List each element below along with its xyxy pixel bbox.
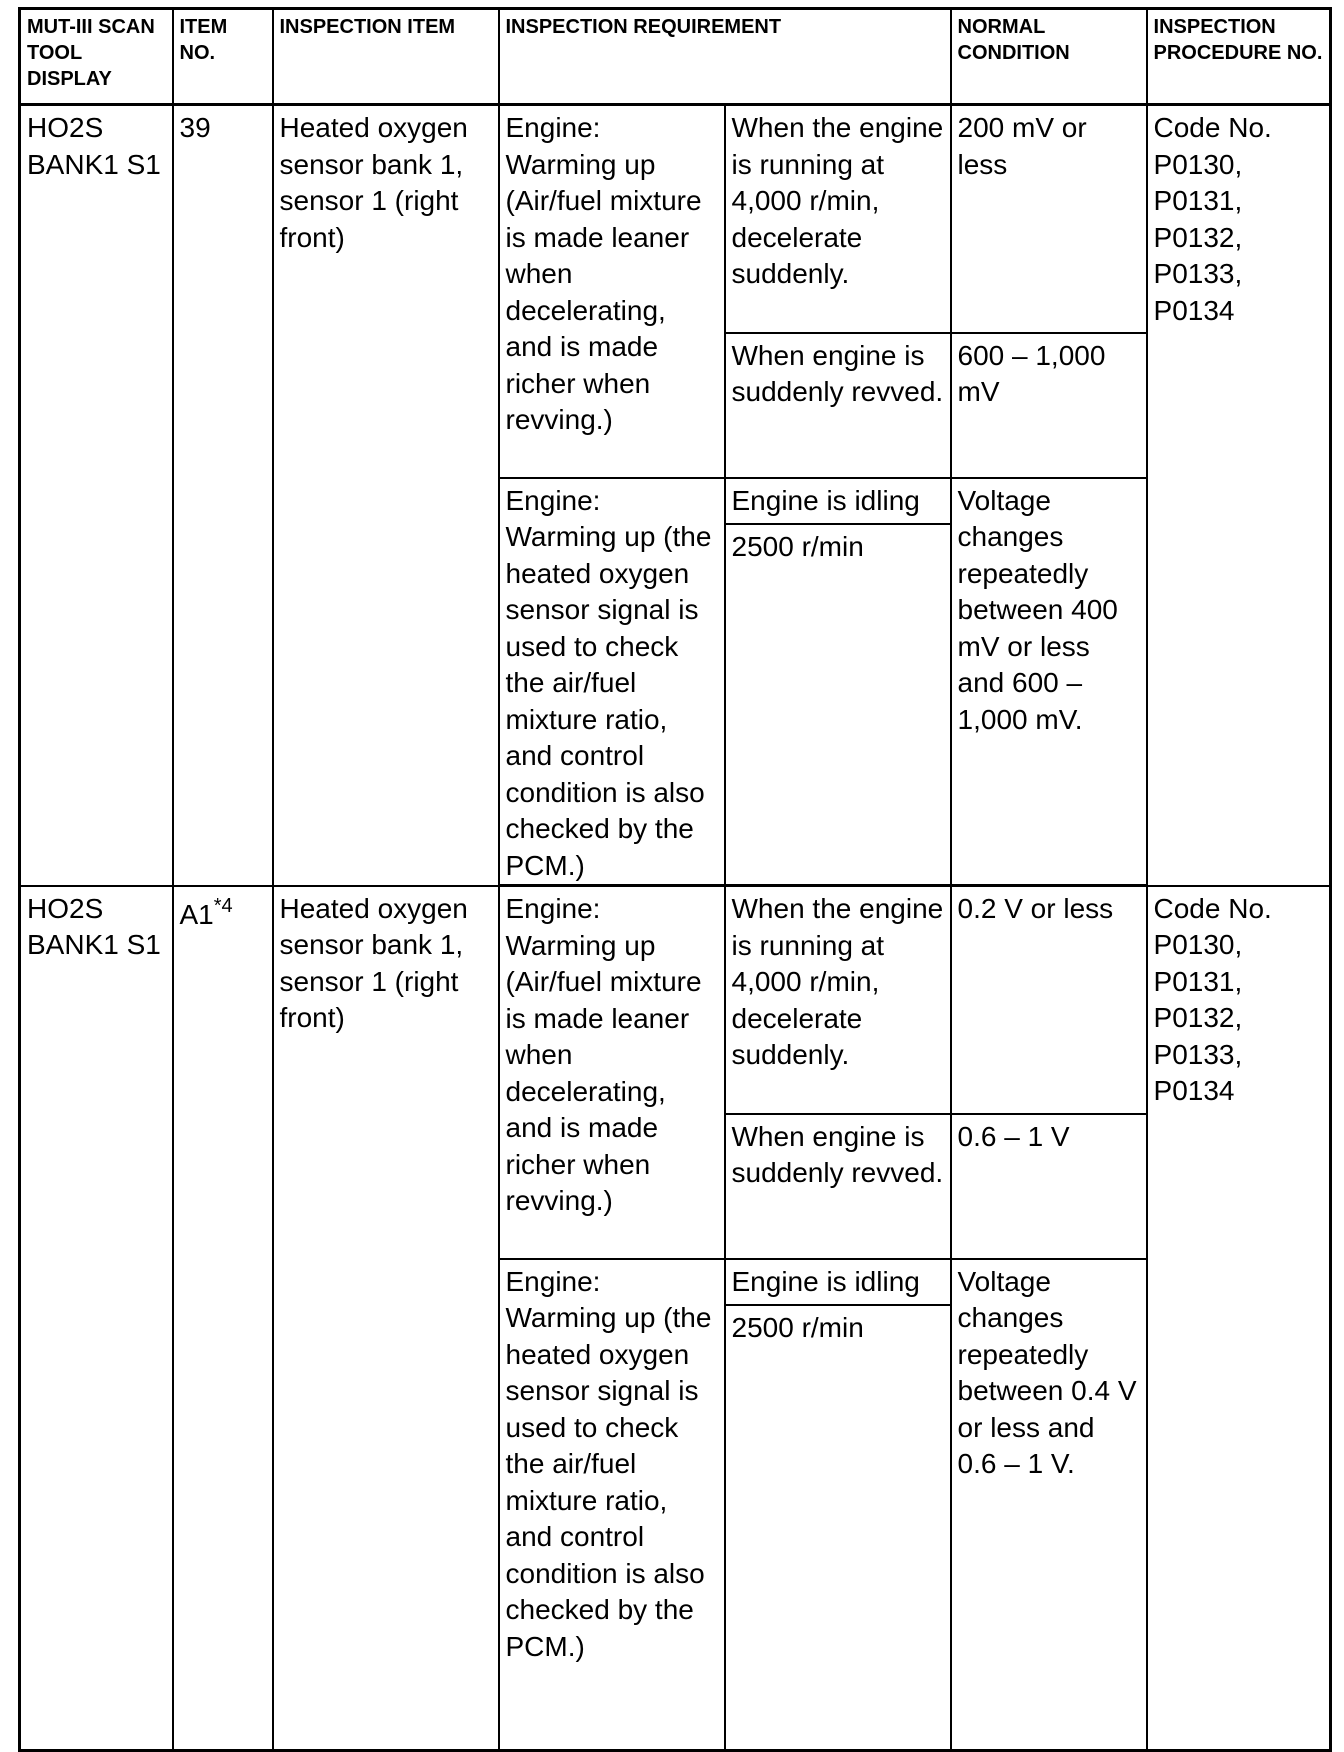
requirement-cell: Engine: Warming up (the heated oxygen sensor signal is used to check the air/fuel mixture ratio, and control condition is also checked by the PCM.) xyxy=(499,478,725,886)
condition-cell: When engine is suddenly revved. xyxy=(725,333,951,478)
item-no-cell xyxy=(173,105,273,886)
normal-condition-cell: 0.6 – 1 V xyxy=(951,1114,1147,1259)
procedure-cell: Code No. P0130, P0131, P0132, P0133, P0134 xyxy=(1147,105,1331,886)
header-inspection-item: INSPECTION ITEM xyxy=(273,9,499,105)
item-no-value: 39 xyxy=(179,112,211,143)
header-row xyxy=(20,9,1331,105)
normal-condition-cell: 600 – 1,000 mV xyxy=(951,333,1147,478)
requirement-cell: Engine: Warming up (the heated oxygen sensor signal is used to check the air/fuel mixture ratio, and control condition is also checked by the PCM.) xyxy=(499,1259,725,1751)
header-display: MUT-III SCAN TOOL DISPLAY xyxy=(20,9,173,105)
header-inspection-requirement: INSPECTION REQUIREMENT xyxy=(499,9,951,105)
condition-cell: 2500 r/min xyxy=(725,1305,951,1751)
normal-condition-cell: 200 mV or less xyxy=(951,105,1147,333)
table-row xyxy=(20,886,1331,1114)
display-cell: HO2S BANK1 S1 xyxy=(20,886,173,1751)
item-no-cell xyxy=(173,886,273,1751)
condition-cell: Engine is idling xyxy=(725,478,951,524)
inspection-table xyxy=(18,7,1332,1752)
condition-cell: When the engine is running at 4,000 r/min, decelerate suddenly. xyxy=(725,105,951,333)
header-item-no: ITEM NO. xyxy=(173,9,273,105)
table-row xyxy=(20,105,1331,333)
header-procedure-no: INSPECTION PROCEDURE NO. xyxy=(1147,9,1331,105)
header-normal-condition: NORMAL CONDITION xyxy=(951,9,1147,105)
requirement-cell: Engine: Warming up (Air/fuel mixture is made leaner when decelerating, and is made richer when revving.) xyxy=(499,886,725,1259)
condition-cell: Engine is idling xyxy=(725,1259,951,1305)
procedure-cell: Code No. P0130, P0131, P0132, P0133, P0134 xyxy=(1147,886,1331,1751)
item-no-footnote: *4 xyxy=(213,894,233,917)
item-no-value: A1 xyxy=(179,898,214,930)
normal-condition-cell: Voltage changes repeatedly between 0.4 V or less and 0.6 – 1 V. xyxy=(951,1259,1147,1751)
inspection-item-cell: Heated oxygen sensor bank 1, sensor 1 (right front) xyxy=(273,105,499,886)
inspection-item-cell: Heated oxygen sensor bank 1, sensor 1 (right front) xyxy=(273,886,499,1751)
normal-condition-cell: 0.2 V or less xyxy=(951,886,1147,1114)
normal-condition-cell: Voltage changes repeatedly between 400 mV or less and 600 – 1,000 mV. xyxy=(951,478,1147,886)
condition-cell: When the engine is running at 4,000 r/min, decelerate suddenly. xyxy=(725,886,951,1114)
requirement-cell: Engine: Warming up (Air/fuel mixture is made leaner when decelerating, and is made richer when revving.) xyxy=(499,105,725,478)
condition-cell: When engine is suddenly revved. xyxy=(725,1114,951,1259)
condition-cell: 2500 r/min xyxy=(725,524,951,886)
display-cell: HO2S BANK1 S1 xyxy=(20,105,173,886)
